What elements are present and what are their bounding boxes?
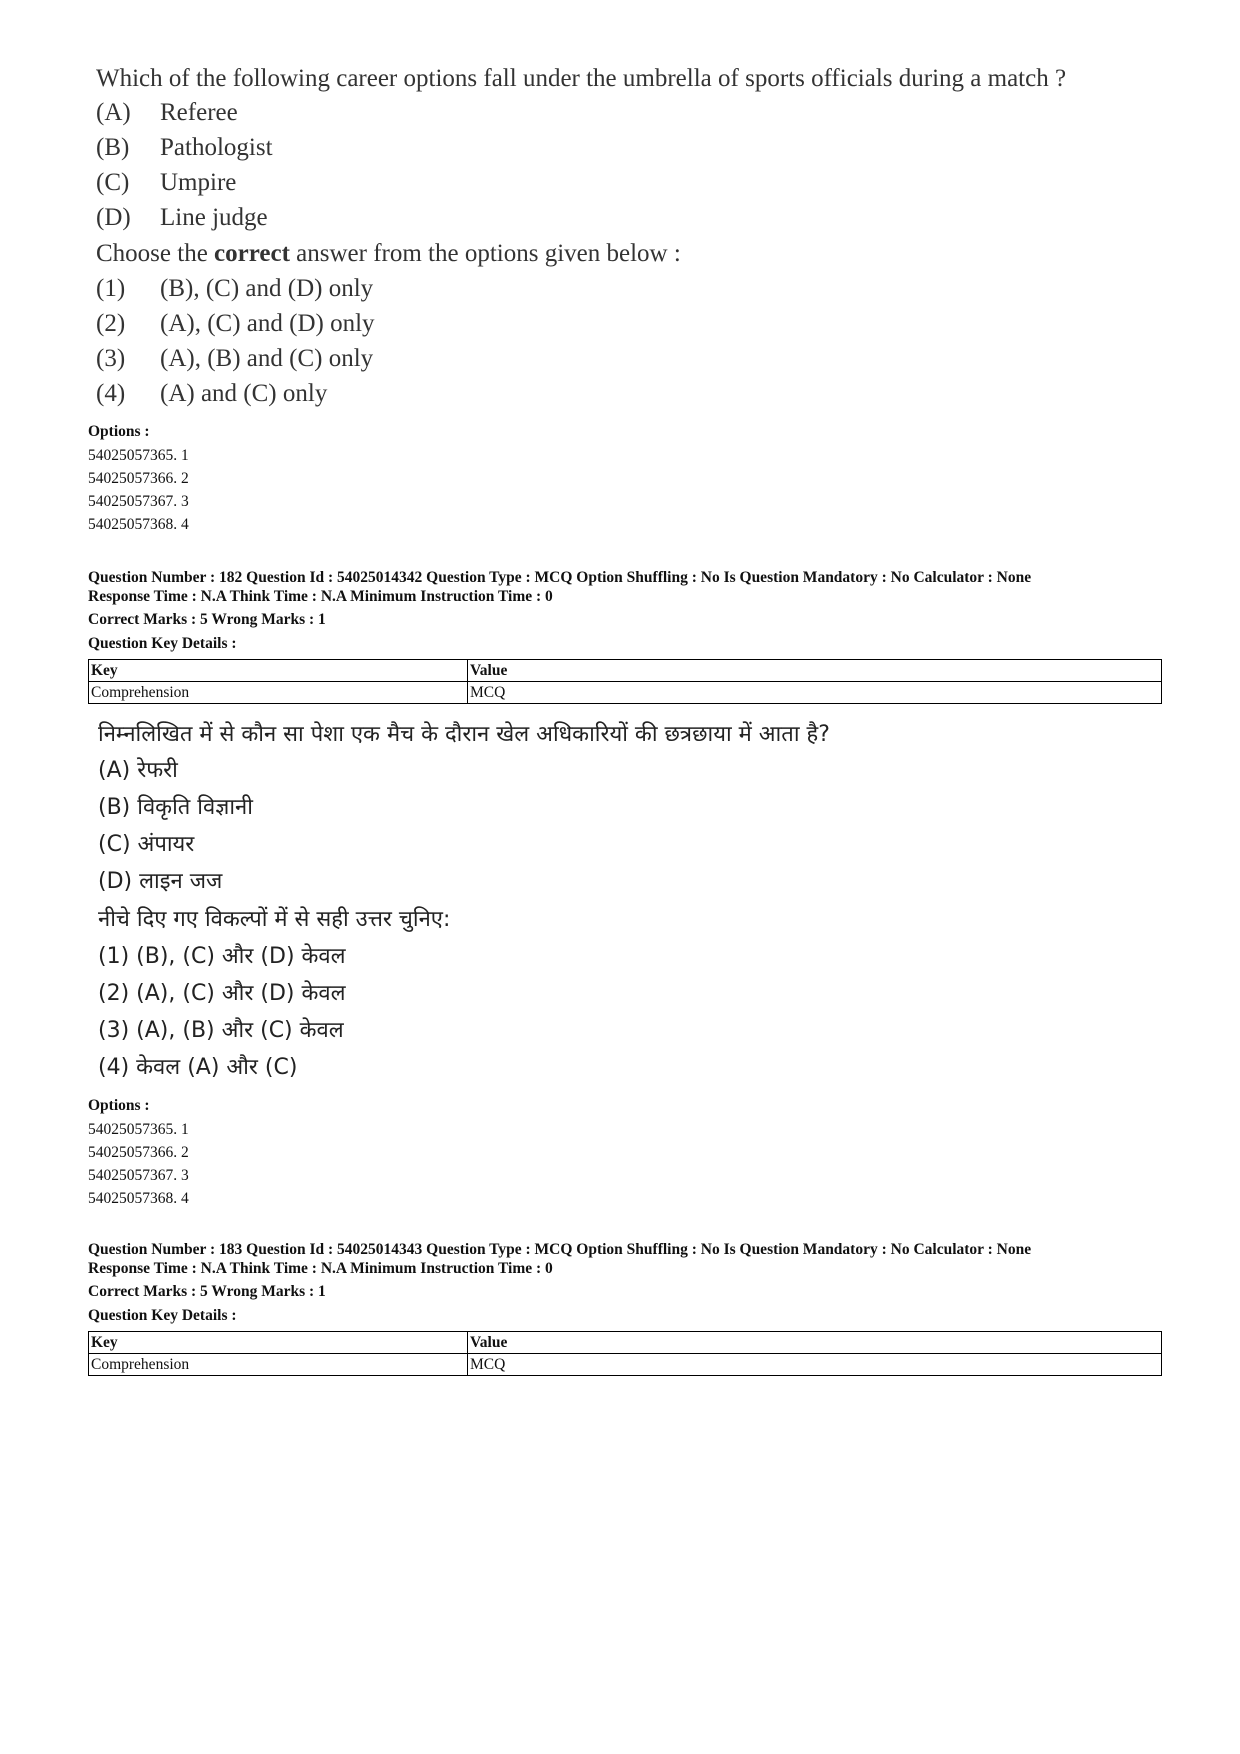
answer-instruction-hindi: नीचे दिए गए विकल्पों में से सही उत्तर चुनिए: [98,907,451,932]
answer-instruction: Choose the correct answer from the options given below : [96,240,681,267]
choice-text: (A) and (C) only [160,380,328,407]
choice-label: (1) [96,275,126,302]
statement-label: (C) [96,169,130,196]
question-meta: Question Number : 183 Question Id : 54025014343 Question Type : MCQ Option Shuffling : No Is Question Mandatory : No Calculator : None [88,1241,1032,1258]
table-header-key: Key [89,1332,468,1354]
table-header-row [89,1332,1162,1354]
table-header-row [89,660,1162,682]
table-cell-key: Comprehension [89,682,468,704]
option-id: 54025057367. 3 [88,1167,189,1184]
statement-text: Pathologist [160,134,273,161]
key-value-table [88,659,1162,704]
table-cell-value: MCQ [468,1354,1162,1376]
table-header-value: Value [468,660,1162,682]
choice-2-hindi: (2) (A), (C) और (D) केवल [98,981,346,1006]
table-cell-key: Comprehension [89,1354,468,1376]
table-header-key: Key [89,660,468,682]
key-value-table [88,1331,1162,1376]
statement-text: Umpire [160,169,237,196]
key-details-heading: Question Key Details : [88,635,237,652]
choice-3 [96,344,373,374]
statement-b [96,133,273,163]
statement-b-hindi: (B) विकृति विज्ञानी [98,795,253,820]
option-id-list [88,1118,189,1210]
question-marks: Correct Marks : 5 Wrong Marks : 1 [88,1283,326,1300]
choice-label: (3) [96,345,126,372]
statement-label: (B) [96,134,130,161]
question-stem-hindi: निम्नलिखित में से कौन सा पेशा एक मैच के दौरान खेल अधिकारियों की छत्रछाया में आता है? [98,722,830,747]
statement-label: (D) [96,204,131,231]
emphasis-word: correct [214,240,290,267]
key-details-heading: Question Key Details : [88,1307,237,1324]
statement-text: Line judge [160,204,268,231]
statement-c-hindi: (C) अंपायर [98,832,195,857]
table-cell-value: MCQ [468,682,1162,704]
option-id: 54025057367. 3 [88,493,189,510]
choice-3-hindi: (3) (A), (B) और (C) केवल [98,1018,344,1043]
choice-2 [96,309,375,339]
table-header-value: Value [468,1332,1162,1354]
option-id: 54025057366. 2 [88,1144,189,1161]
choice-1 [96,274,373,304]
options-heading: Options : [88,1097,150,1114]
statement-a [96,98,238,128]
statement-label: (A) [96,99,131,126]
question-marks: Correct Marks : 5 Wrong Marks : 1 [88,611,326,628]
statement-d [96,203,268,233]
question-timing: Response Time : N.A Think Time : N.A Minimum Instruction Time : 0 [88,1260,553,1277]
option-id: 54025057365. 1 [88,1121,189,1138]
statement-text: Referee [160,99,238,126]
option-id: 54025057366. 2 [88,470,189,487]
choice-text: (A), (B) and (C) only [160,345,374,372]
choice-text: (B), (C) and (D) only [160,275,374,302]
option-id: 54025057368. 4 [88,516,189,533]
table-row [89,682,1162,704]
option-id: 54025057365. 1 [88,447,189,464]
choice-4-hindi: (4) केवल (A) और (C) [98,1055,298,1080]
choice-text: (A), (C) and (D) only [160,310,375,337]
options-heading: Options : [88,423,150,440]
choice-label: (2) [96,310,126,337]
choice-4 [96,379,327,409]
statement-a-hindi: (A) रेफरी [98,758,178,783]
option-id: 54025057368. 4 [88,1190,189,1207]
question-timing: Response Time : N.A Think Time : N.A Minimum Instruction Time : 0 [88,588,553,605]
option-id-list [88,444,189,536]
question-meta: Question Number : 182 Question Id : 54025014342 Question Type : MCQ Option Shuffling : No Is Question Mandatory : No Calculator : None [88,569,1032,586]
question-stem: Which of the following career options fall under the umbrella of sports officials during a match ? [96,65,1067,92]
choice-label: (4) [96,380,126,407]
table-row [89,1354,1162,1376]
choice-1-hindi: (1) (B), (C) और (D) केवल [98,944,346,969]
statement-d-hindi: (D) लाइन जज [98,869,223,894]
statement-c [96,168,236,198]
